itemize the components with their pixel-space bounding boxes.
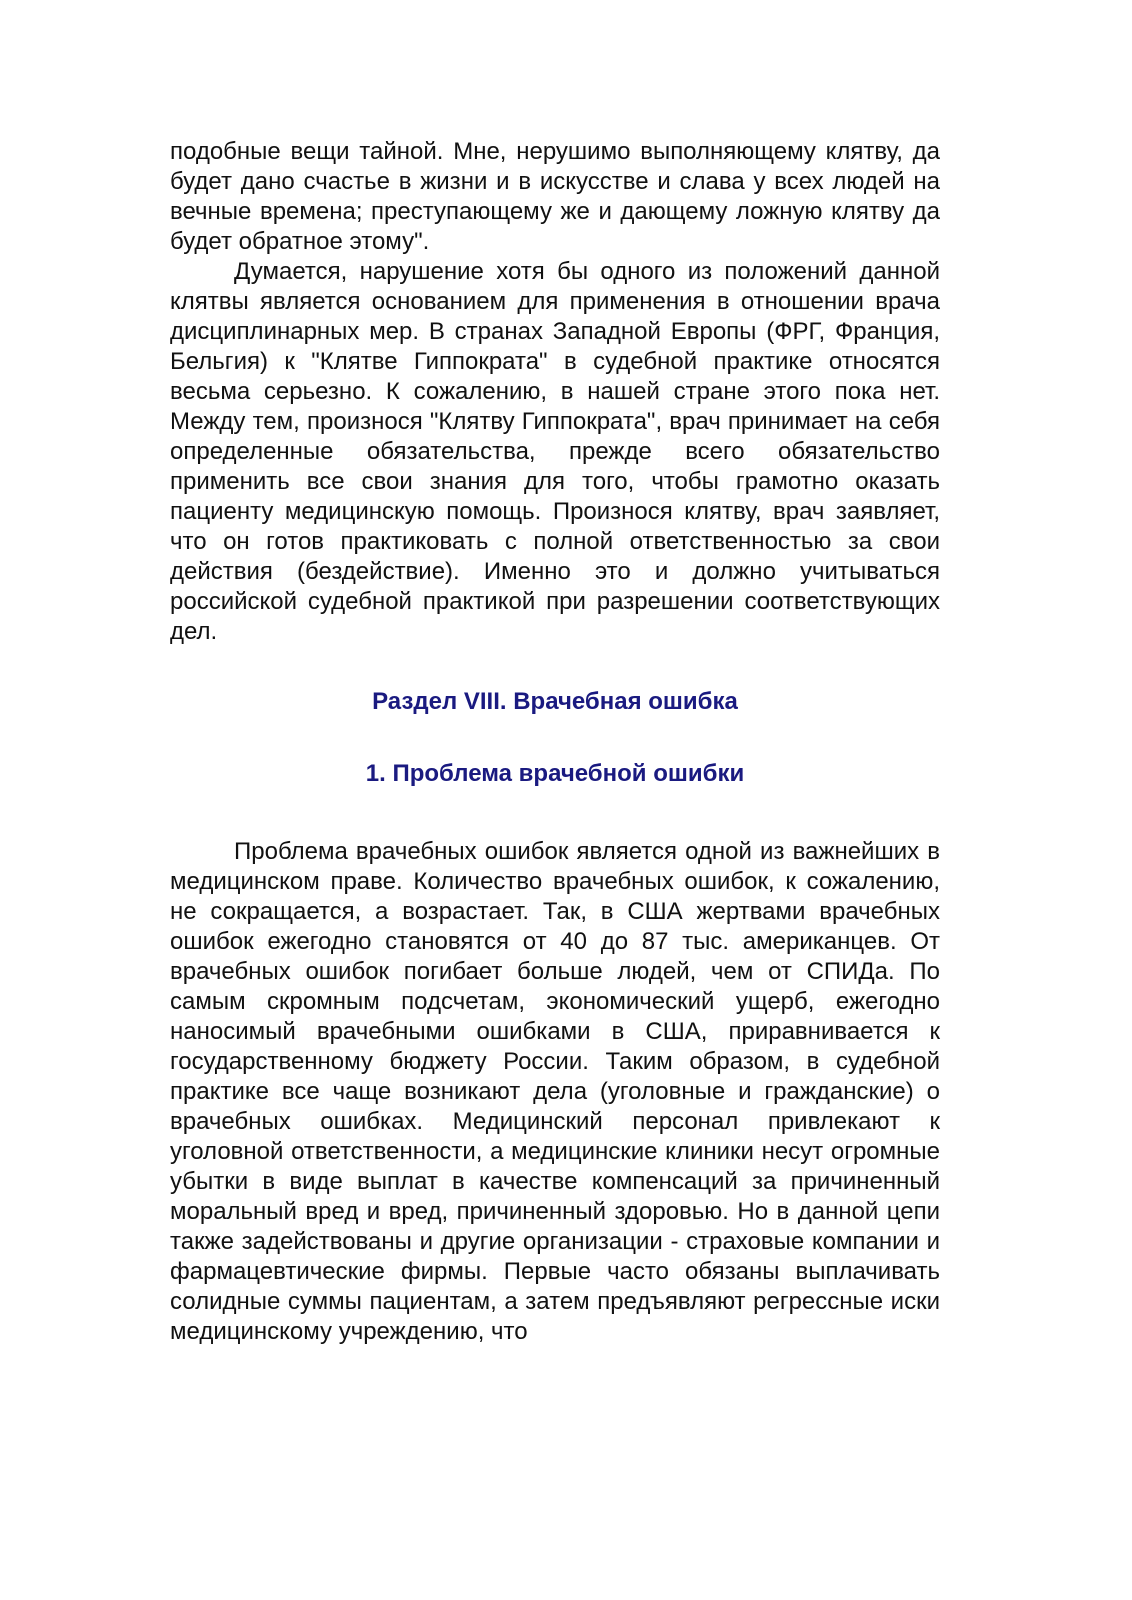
spacer <box>170 789 940 837</box>
text-column <box>170 137 940 1347</box>
spacer <box>170 647 940 687</box>
subsection-heading: 1. Проблема врачебной ошибки <box>365 760 745 787</box>
section-heading: Раздел VIII. Врачебная ошибка <box>372 688 738 715</box>
spacer <box>170 717 940 759</box>
paragraph-oath-violation: Думается, нарушение хотя бы одного из положений данной клятвы является основанием для применения в отношении врача дисциплинарных мер. В странах Западной Европы (ФРГ, Франция, Бельгия) к "Клятве Гиппократа" в судебной практике относятся весьма серьезно. К сожалению, в нашей стране этого пока нет. Между тем, произнося "Клятву Гиппократа", врач принимает на себя определенные обязательства, прежде всего обязательство применить все свои знания для того, чтобы грамотно оказать пациенту медицинскую помощь. Произнося клятву, врач заявляет, что он готов практиковать с полной ответственностью за свои действия (бездействие). Именно это и должно учитываться российской судебной практикой при разрешении соответствующих дел. <box>170 258 940 645</box>
paragraph-medical-errors: Проблема врачебных ошибок является одной из важнейших в медицинском праве. Количество врачебных ошибок, к сожалению, не сокращается, а возрастает. Так, в США жертвами врачебных ошибок ежегодно становятся от 40 до 87 тыс. американцев. От врачебных ошибок погибает больше людей, чем от СПИДа. По самым скромным подсчетам, экономический ущерб, ежегодно наносимый врачебными ошибками в США, приравнивается к государственному бюджету России. Таким образом, в судебной практике все чаще возникают дела (уголовные и гражданские) о врачебных ошибках. Медицинский персонал привлекают к уголовной ответственности, а медицинские клиники несут огромные убытки в виде выплат в качестве компенсаций за причиненный моральный вред и вред, причиненный здоровью. Но в данной цепи также задействованы и другие организации - страховые компании и фармацевтические фирмы. Первые часто обязаны выплачивать солидные суммы пациентам, а затем предъявляют регрессные иски медицинскому учреждению, что <box>170 838 940 1345</box>
paragraph-oath-ending: подобные вещи тайной. Мне, нерушимо выполняющему клятву, да будет дано счастье в жизни и в искусстве и слава у всех людей на вечные времена; преступающему же и дающему ложную клятву да будет обратное этому". <box>170 138 940 255</box>
